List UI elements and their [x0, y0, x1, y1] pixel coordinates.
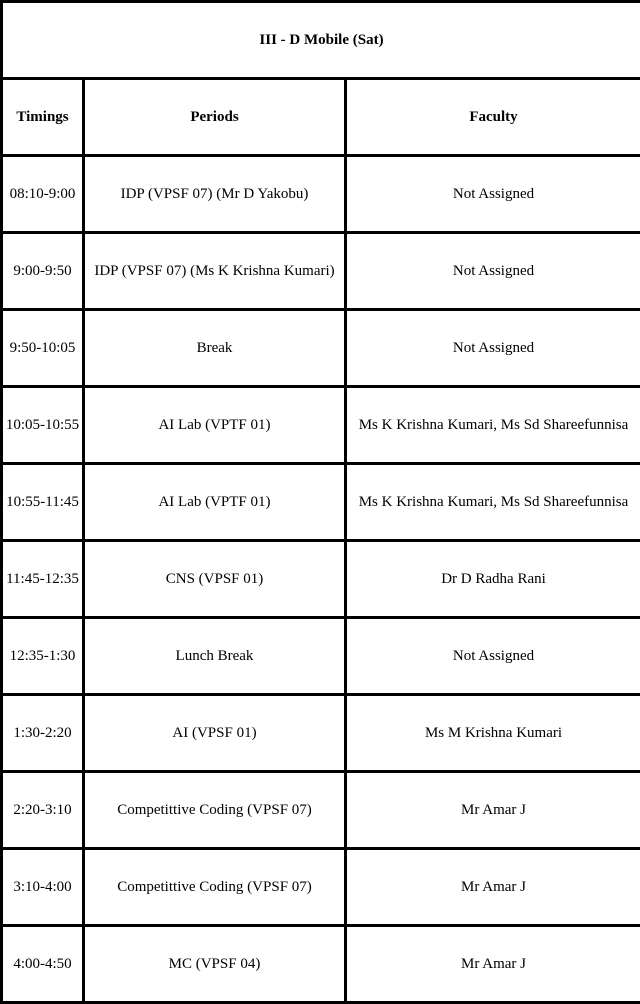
header-periods: Periods [84, 79, 346, 156]
header-faculty: Faculty [346, 79, 640, 156]
period-cell: AI (VPSF 01) [84, 695, 346, 772]
faculty-cell: Ms K Krishna Kumari, Ms Sd Shareefunnisa [346, 464, 640, 541]
table-row [2, 310, 640, 387]
timing-cell: 2:20-3:10 [2, 772, 84, 849]
faculty-cell: Mr Amar J [346, 849, 640, 926]
faculty-cell: Not Assigned [346, 233, 640, 310]
table-row [2, 618, 640, 695]
table-row [2, 849, 640, 926]
timing-cell: 08:10-9:00 [2, 156, 84, 233]
faculty-cell: Not Assigned [346, 618, 640, 695]
table-row [2, 156, 640, 233]
timing-cell: 11:45-12:35 [2, 541, 84, 618]
header-timings: Timings [2, 79, 84, 156]
period-cell: Lunch Break [84, 618, 346, 695]
table-row [2, 387, 640, 464]
faculty-cell: Ms K Krishna Kumari, Ms Sd Shareefunnisa [346, 387, 640, 464]
title-row [2, 2, 640, 79]
period-cell: AI Lab (VPTF 01) [84, 464, 346, 541]
faculty-cell: Mr Amar J [346, 772, 640, 849]
period-cell: Competittive Coding (VPSF 07) [84, 772, 346, 849]
timing-cell: 10:55-11:45 [2, 464, 84, 541]
faculty-cell: Mr Amar J [346, 926, 640, 1003]
period-cell: AI Lab (VPTF 01) [84, 387, 346, 464]
period-cell: MC (VPSF 04) [84, 926, 346, 1003]
timing-cell: 10:05-10:55 [2, 387, 84, 464]
period-cell: IDP (VPSF 07) (Mr D Yakobu) [84, 156, 346, 233]
faculty-cell: Not Assigned [346, 156, 640, 233]
period-cell: CNS (VPSF 01) [84, 541, 346, 618]
period-cell: Break [84, 310, 346, 387]
table-row [2, 772, 640, 849]
period-cell: Competittive Coding (VPSF 07) [84, 849, 346, 926]
timetable-title: III - D Mobile (Sat) [2, 2, 640, 79]
timing-cell: 1:30-2:20 [2, 695, 84, 772]
header-row [2, 79, 640, 156]
table-row [2, 541, 640, 618]
timing-cell: 3:10-4:00 [2, 849, 84, 926]
table-row [2, 233, 640, 310]
timing-cell: 9:50-10:05 [2, 310, 84, 387]
faculty-cell: Ms M Krishna Kumari [346, 695, 640, 772]
table-row [2, 464, 640, 541]
faculty-cell: Dr D Radha Rani [346, 541, 640, 618]
period-cell: IDP (VPSF 07) (Ms K Krishna Kumari) [84, 233, 346, 310]
timing-cell: 4:00-4:50 [2, 926, 84, 1003]
table-row [2, 695, 640, 772]
faculty-cell: Not Assigned [346, 310, 640, 387]
timing-cell: 9:00-9:50 [2, 233, 84, 310]
table-row [2, 926, 640, 1003]
timing-cell: 12:35-1:30 [2, 618, 84, 695]
